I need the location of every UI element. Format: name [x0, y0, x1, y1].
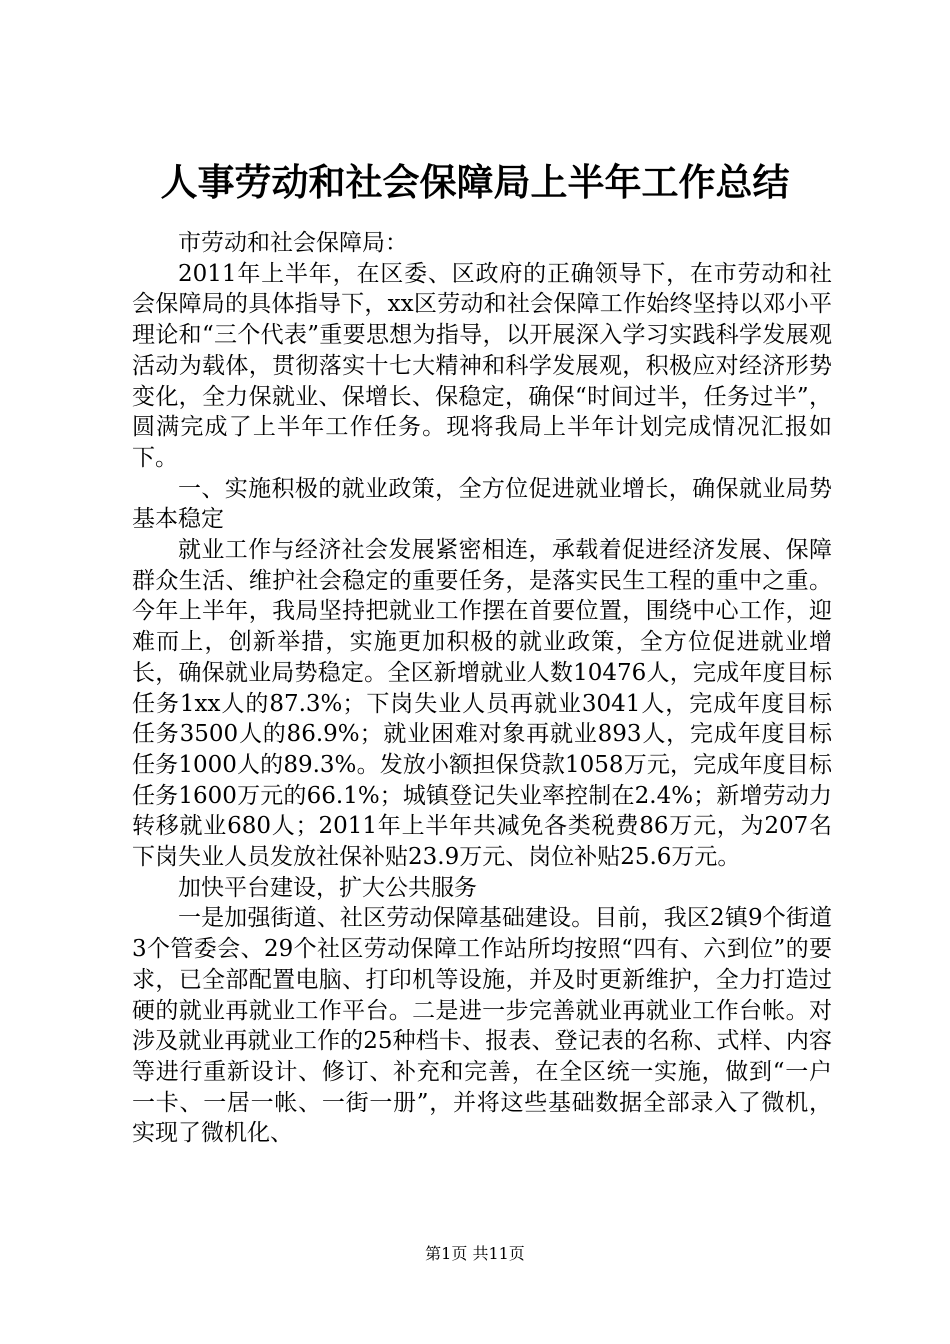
paragraph-salutation: 市劳动和社会保障局：: [178, 230, 408, 256]
section-heading-1: 一、实施积极的就业政策，全方位促进就业增长，确保就业局势基本稳定: [132, 475, 832, 533]
page-footer: 第1页 共11页: [425, 1244, 525, 1263]
document-body: [132, 228, 832, 1149]
paragraph-employment: 就业工作与经济社会发展紧密相连，承载着促进经济发展、保障群众生活、维护社会稳定的重要任务，是落实民生工程的重中之重。今年上半年，我局坚持把就业工作摆在首要位置，围绕中心工作，迎难而上，创新举措，实施更加积极的就业政策，全方位促进就业增长，确保就业局势稳定。全区新增就业人数10476人，完成年度目标任务1xx人的87.3%；下岗失业人员再就业3041人，完成年度目标任务3500人的86.9%；就业困难对象再就业893人，完成年度目标任务1000人的89.3%。发放小额担保贷款1058万元，完成年度目标任务1600万元的66.1%；城镇登记失业率控制在2.4%；新增劳动力转移就业680人；2011年上半年共减免各类税费86万元，为207名下岗失业人员发放社保补贴23.9万元、岗位补贴25.6万元。: [132, 537, 832, 871]
paragraph-intro: 2011年上半年，在区委、区政府的正确领导下，在市劳动和社会保障局的具体指导下，xx区劳动和社会保障工作始终坚持以邓小平理论和“三个代表”重要思想为指导，以开展深入学习实践科学发展观活动为载体，贯彻落实十七大精神和科学发展观，积极应对经济形势变化，全力保就业、保增长、保稳定，确保“时间过半，任务过半”，圆满完成了上半年工作任务。现将我局上半年计划完成情况汇报如下。: [132, 260, 832, 471]
paragraph-platform: 一是加强街道、社区劳动保障基础建设。目前，我区2镇9个街道3个管委会、29个社区劳动保障工作站所均按照“四有、六到位”的要求，已全部配置电脑、打印机等设施，并及时更新维护，全力打造过硬的就业再就业工作平台。二是进一步完善就业再就业工作台帐。对涉及就业再就业工作的25种档卡、报表、登记表的名称、式样、内容等进行重新设计、修订、补充和完善，在全区统一实施，做到“一户一卡、一居一帐、一街一册”，并将这些基础数据全部录入了微机，实现了微机化、: [132, 905, 832, 1147]
document-title: 人事劳动和社会保障局上半年工作总结: [160, 161, 790, 204]
subsection-heading-platform: 加快平台建设，扩大公共服务: [178, 874, 477, 901]
